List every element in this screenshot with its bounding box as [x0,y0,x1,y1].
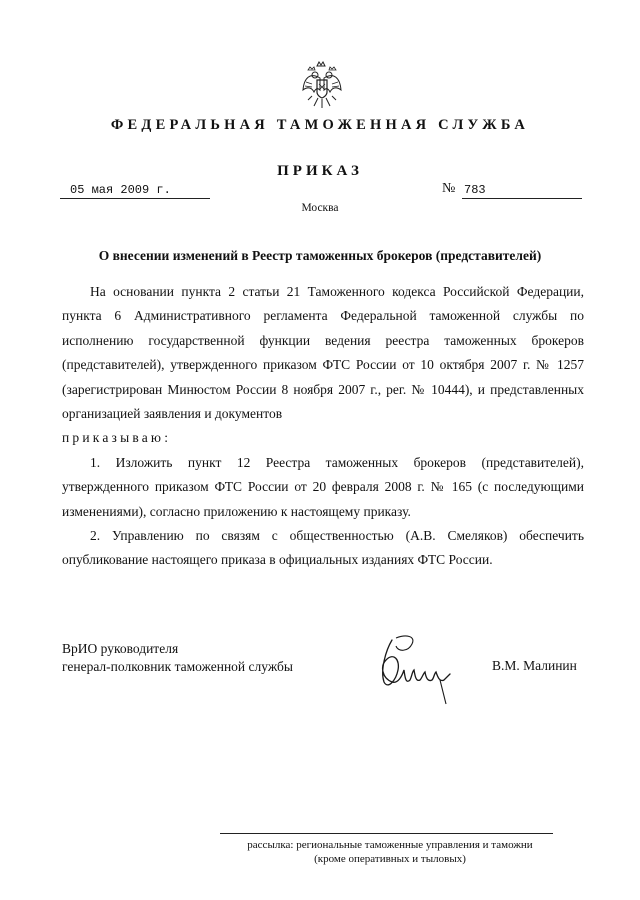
handwritten-signature-icon [372,630,462,710]
order-body [62,280,584,573]
signer-position-line-2: генерал-полковник таможенной службы [62,659,293,674]
order-number: 783 [462,183,582,199]
agency-name: ФЕДЕРАЛЬНАЯ ТАМОЖЕННАЯ СЛУЖБА [110,117,530,133]
distribution-line-2: (кроме оперативных и тыловых) [314,853,466,865]
russian-coat-of-arms-icon [300,60,344,110]
preamble-text: На основании пункта 2 статьи 21 Таможенного кодекса Российской Федерации, пункта 6 Административного регламента Федеральной таможенной службы по исполнению государственной функции ведения реестра таможенных брокеров (представителей), утвержденного приказом ФТС России от 10 октября 2007 г. № 1257 (зарегистрирован Минюстом России 8 ноября 2007 г., рег. № 10444), и представленных организацией заявления и документов [62,284,584,422]
order-date: 05 мая 2009 г. [60,183,210,199]
order-item-1: 1. Изложить пункт 12 Реестра таможенных брокеров (представителей), утвержденного приказом ФТС России от 20 февраля 2008 г. № 165 (с последующими изменениями), согласно приложению к настоящему приказу. [62,454,584,519]
order-item-2: 2. Управлению по связям с общественностью (А.В. Смеляков) обеспечить опубликование настоящего приказа в официальных изданиях ФТС России. [62,528,584,568]
distribution-divider [220,833,553,834]
order-subject: О внесении изменений в Реестр таможенных брокеров (представителей) [98,248,542,263]
distribution-list [220,838,560,866]
order-number-label: № [442,181,456,196]
distribution-line-1: рассылка: региональные таможенные управления и таможни [247,839,533,851]
signer-position [62,640,293,676]
order-title: ПРИКАЗ [277,163,363,179]
signer-position-line-1: ВрИО руководителя [62,641,179,656]
signer-name: В.М. Малинин [492,658,577,673]
order-city: Москва [301,202,339,214]
order-word: приказываю: [62,430,172,446]
preamble-paragraph [62,280,584,451]
